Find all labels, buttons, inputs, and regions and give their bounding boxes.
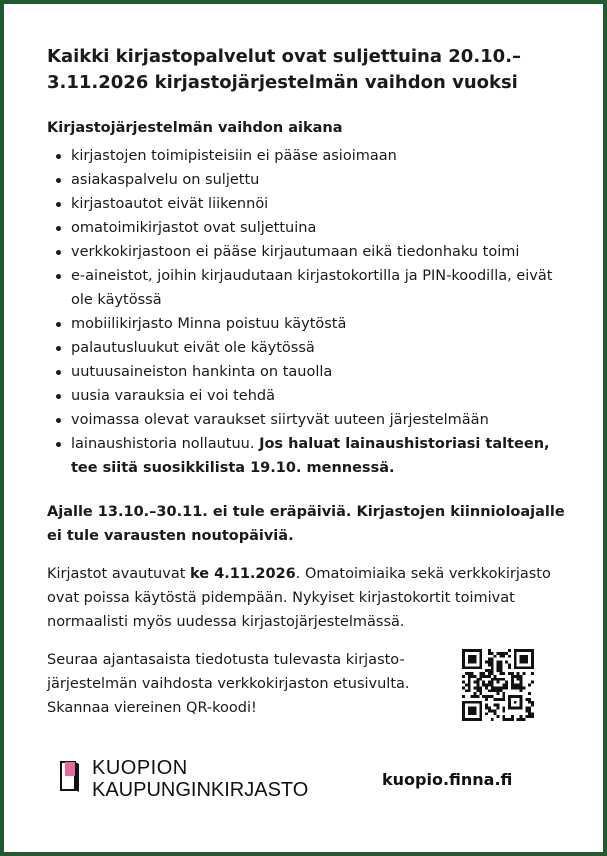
notice-title: Kaikki kirjastopalvelut ovat suljettuina 20.10.– 3.11.2026 kirjastojärjestelmän vaihdon vuoksi <box>47 46 522 93</box>
website-link[interactable]: kuopio.finna.fi <box>382 770 513 789</box>
list-item: uusia varauksia ei voi tehdä <box>47 384 567 408</box>
reopening-notice <box>47 562 567 634</box>
closure-list <box>47 144 567 480</box>
history-tip: Jos haluat lainaushistoriasi talteen, tee siitä suosikkilista 19.10. mennessä. <box>71 436 550 476</box>
list-item-history <box>47 432 567 480</box>
book-logo-icon <box>60 761 80 793</box>
list-item: asiakaspalvelu on suljettu <box>47 168 567 192</box>
list-item: kirjastojen toimipisteisiin ei pääse asioimaan <box>47 144 567 168</box>
history-text: lainaushistoria nollautuu. <box>71 436 255 452</box>
list-item: kirjastoautot eivät liikennöi <box>47 192 567 216</box>
list-item: verkkokirjastoon ei pääse kirjautumaan eikä tiedonhaku toimi <box>47 240 567 264</box>
logo-line-1: KUOPION <box>92 757 188 779</box>
list-item: uutuusaineiston hankinta on tauolla <box>47 360 567 384</box>
list-item: omatoimikirjastot ovat suljettuina <box>47 216 567 240</box>
reopen-rest: . Omatoimiaika sekä verkkokirjasto ovat poissa käytöstä pidempään. Nykyiset kirjastokortit toimivat normaalisti myös uudessa kirjastojärjestelmässä. <box>47 566 551 630</box>
logo-line-2: KAUPUNGINKIRJASTO <box>92 779 309 801</box>
follow-updates-text: Seuraa ajantasaista tiedotusta tulevasta kirjasto-järjestelmän vaihdosta verkkokirjaston etusivulta. Skannaa viereinen QR-koodi! <box>47 652 410 716</box>
notice-subtitle: Kirjastojärjestelmän vaihdon aikana <box>47 120 343 136</box>
library-logo <box>60 757 309 803</box>
qr-code[interactable] <box>462 649 534 721</box>
list-item: palautusluukut eivät ole käytössä <box>47 336 567 360</box>
due-date-notice: Ajalle 13.10.–30.11. ei tule eräpäiviä. Kirjastojen kiinnioloajalle ei tule varausten noutopäiviä. <box>47 504 565 544</box>
notice-content <box>47 44 567 720</box>
reopen-prefix: Kirjastot avautuvat <box>47 566 186 582</box>
reopen-date: ke 4.11.2026 <box>190 566 296 582</box>
list-item: mobiilikirjasto Minna poistuu käytöstä <box>47 312 567 336</box>
list-item: e-aineistot, joihin kirjaudutaan kirjastokortilla ja PIN-koodilla, eivät ole käytössä <box>47 264 567 312</box>
list-item: voimassa olevat varaukset siirtyvät uuteen järjestelmään <box>47 408 567 432</box>
